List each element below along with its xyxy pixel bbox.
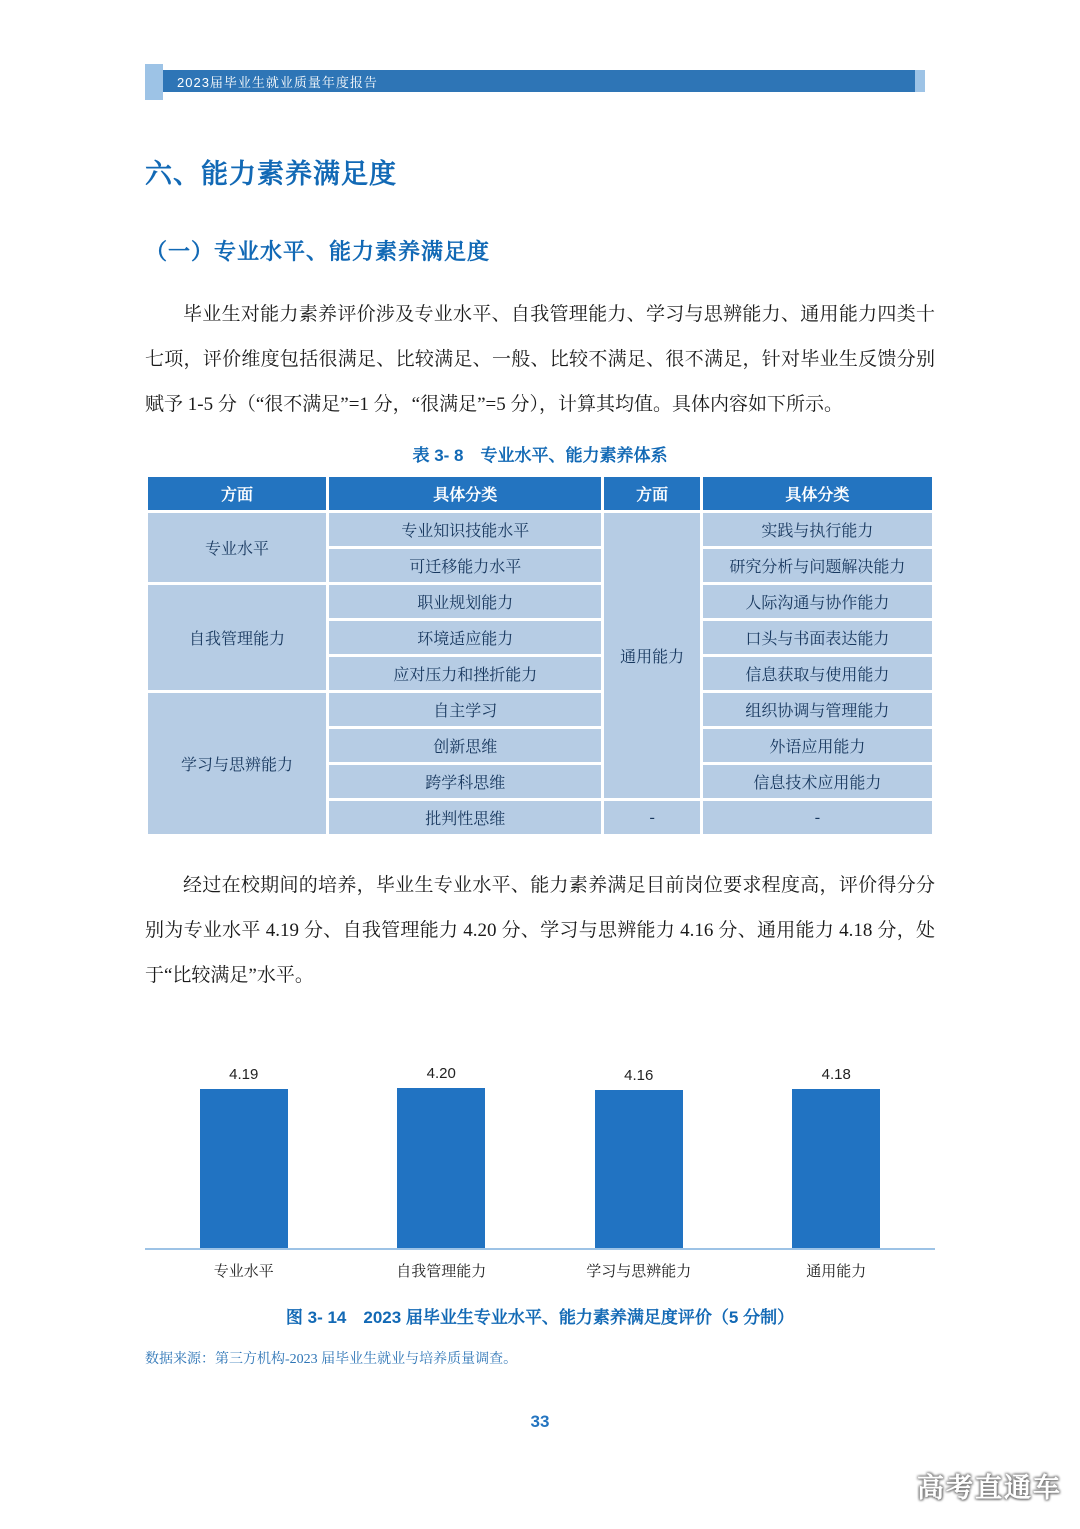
table-cell: 自主学习	[328, 692, 603, 728]
table-group-self-management: 自我管理能力	[147, 584, 328, 692]
table-cell: 人际沟通与协作能力	[701, 584, 933, 620]
header-accent-square	[145, 64, 163, 100]
bar-group-general	[738, 1066, 936, 1248]
table-cell: 创新思维	[328, 728, 603, 764]
bar-group-self-management	[343, 1065, 541, 1248]
table-row	[147, 584, 934, 620]
header-bar	[163, 70, 915, 92]
header-title: 2023届毕业生就业质量年度报告	[177, 74, 378, 90]
paragraph-results: 经过在校期间的培养，毕业生专业水平、能力素养满足目前岗位要求程度高，评价得分分别为专业水平 4.19 分、自我管理能力 4.20 分、学习与思辨能力 4.16 分、通用能力 4.18 分，处于“比较满足”水平。	[145, 875, 935, 986]
page-number: 33	[530, 1412, 550, 1431]
table-cell: 口头与书面表达能力	[701, 620, 933, 656]
category-label: 通用能力	[806, 1264, 867, 1280]
bar-learning-thinking	[595, 1090, 683, 1248]
header-accent-tip	[915, 70, 925, 92]
table-header-aspect-right: 方面	[603, 476, 701, 512]
category-label: 学习与思辨能力	[586, 1264, 692, 1280]
table-cell: 批判性思维	[328, 800, 603, 836]
table-cell: 实践与执行能力	[701, 512, 933, 548]
table-header-category-left: 具体分类	[328, 476, 603, 512]
table-cell: 跨学科思维	[328, 764, 603, 800]
table-cell: 组织协调与管理能力	[701, 692, 933, 728]
table-cell: 信息获取与使用能力	[701, 656, 933, 692]
bar-self-management	[397, 1088, 485, 1248]
table-caption: 表 3- 8 专业水平、能力素养体系	[412, 446, 668, 465]
table-group-learning-thinking: 学习与思辨能力	[147, 692, 328, 836]
table-row	[147, 692, 934, 728]
table-group-professional: 专业水平	[147, 512, 328, 584]
table-group-general: 通用能力	[603, 512, 701, 800]
table-cell-dash: -	[701, 800, 933, 836]
table-row	[147, 512, 934, 548]
data-source-note: 数据来源：第三方机构-2023 届毕业生就业与培养质量调查。	[145, 1352, 518, 1367]
table-cell: 信息技术应用能力	[701, 764, 933, 800]
satisfaction-bar-chart	[145, 1032, 935, 1281]
bar-value-label: 4.20	[426, 1065, 456, 1082]
table-cell: 职业规划能力	[328, 584, 603, 620]
table-cell: 研究分析与问题解决能力	[701, 548, 933, 584]
bar-general	[792, 1089, 880, 1248]
figure-caption: 图 3- 14 2023 届毕业生专业水平、能力素养满足度评价（5 分制）	[285, 1308, 795, 1327]
subsection-title: （一）专业水平、能力素养满足度	[145, 239, 491, 264]
category-label: 专业水平	[213, 1264, 274, 1280]
paragraph-intro: 毕业生对能力素养评价涉及专业水平、自我管理能力、学习与思辨能力、通用能力四类十七项，评价维度包括很满足、比较满足、一般、比较不满足、很不满足，针对毕业生反馈分别赋予 1-5 分（“很不满足”=1 分，“很满足”=5 分），计算其均值。具体内容如下所示。	[145, 304, 935, 415]
table-cell: 应对压力和挫折能力	[328, 656, 603, 692]
bar-group-learning-thinking	[540, 1067, 738, 1248]
category-label: 自我管理能力	[396, 1264, 487, 1280]
section-title: 六、能力素养满足度	[145, 159, 397, 189]
page-content	[145, 64, 935, 1368]
table-header-row	[147, 476, 934, 512]
chart-plot-area	[145, 1032, 935, 1250]
bar-professional	[200, 1089, 288, 1248]
table-cell-dash: -	[603, 800, 701, 836]
watermark: 高考直通车	[917, 1473, 1062, 1503]
bar-value-label: 4.16	[624, 1067, 654, 1084]
table-cell: 环境适应能力	[328, 620, 603, 656]
chart-category-axis	[145, 1260, 935, 1281]
table-cell: 可迁移能力水平	[328, 548, 603, 584]
table-cell: 专业知识技能水平	[328, 512, 603, 548]
competency-table	[145, 474, 935, 837]
bar-value-label: 4.19	[229, 1066, 259, 1083]
table-header-aspect-left: 方面	[147, 476, 328, 512]
table-cell: 外语应用能力	[701, 728, 933, 764]
bar-group-professional	[145, 1066, 343, 1248]
table-header-category-right: 具体分类	[701, 476, 933, 512]
bar-value-label: 4.18	[821, 1066, 851, 1083]
report-header	[145, 64, 935, 100]
